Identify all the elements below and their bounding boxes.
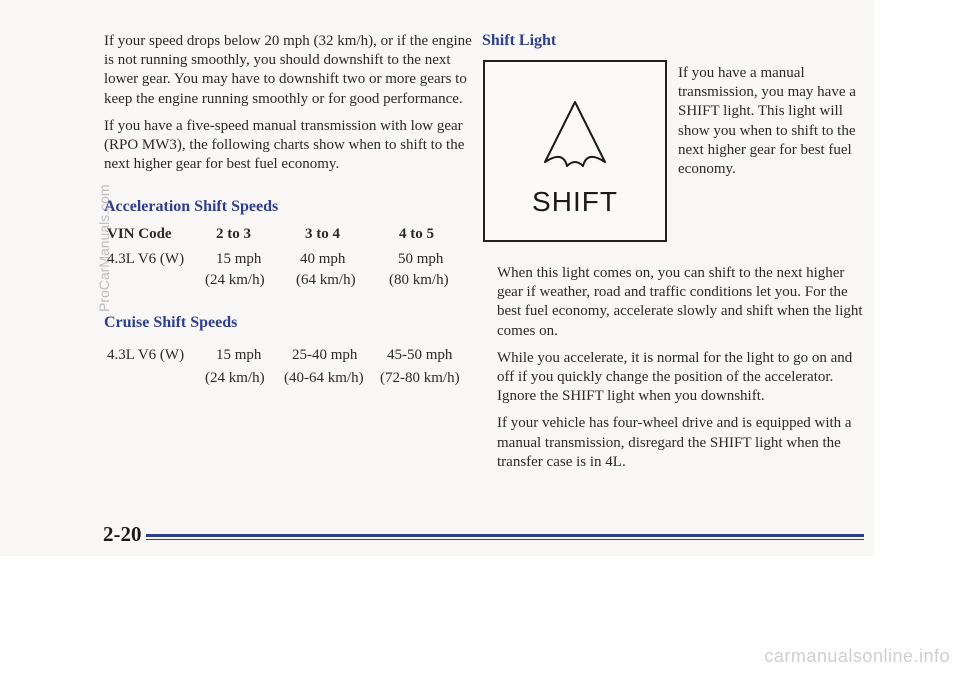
shift-indicator-label: SHIFT xyxy=(532,186,618,217)
header-vin-code: VIN Code xyxy=(107,226,172,242)
cruise-3-4-mph: 25-40 mph xyxy=(292,347,358,363)
cruise-heading: Cruise Shift Speeds xyxy=(104,314,238,331)
accel-3-4-mph: 40 mph xyxy=(300,251,346,267)
accel-vin-code: 4.3L V6 (W) xyxy=(107,251,185,267)
footer-rule-thin xyxy=(146,539,864,540)
cruise-3-4-kmh: (40-64 km/h) xyxy=(284,370,364,386)
shift-light-heading: Shift Light xyxy=(482,32,557,49)
light-comes-on-paragraph: When this light comes on, you can shift to the next higher gear if weather, road and traffic conditions let you. For the best fuel economy, accelerate slowly and shift when the light comes on. xyxy=(497,265,863,339)
cruise-2-3-kmh: (24 km/h) xyxy=(205,370,265,386)
header-2-to-3: 2 to 3 xyxy=(216,226,251,242)
shift-light-indicator xyxy=(483,60,667,242)
header-3-to-4: 3 to 4 xyxy=(305,226,340,242)
acceleration-heading: Acceleration Shift Speeds xyxy=(104,198,279,215)
accelerate-paragraph: While you accelerate, it is normal for the light to go on and off if you quickly change the position of the accelerator. Ignore the SHIFT light when you downshift. xyxy=(497,349,853,405)
four-wheel-drive-paragraph: If your vehicle has four-wheel drive and is equipped with a manual transmission, disregard the SHIFT light when the transfer case is in 4L. xyxy=(497,415,852,470)
downshift-paragraph: If your speed drops below 20 mph (32 km/h), or if the engine is not running smoothly, you should downshift to the next lower gear. You may have to downshift two or more gears to keep the engine running smoothly or for good performance. xyxy=(104,33,472,107)
side-watermark: ProCarManuals.com xyxy=(96,184,112,312)
left-column xyxy=(104,32,472,182)
accel-2-3-kmh: (24 km/h) xyxy=(205,272,265,288)
shift-light-description: If you have a manual transmission, you may have a SHIFT light. This light will show you when to shift to the next higher gear for best fuel economy. xyxy=(678,65,856,178)
accel-4-5-kmh: (80 km/h) xyxy=(389,272,449,288)
accel-4-5-mph: 50 mph xyxy=(398,251,444,267)
page-number: 2-20 xyxy=(103,522,142,546)
shift-arrow-icon xyxy=(485,62,665,182)
accel-2-3-mph: 15 mph xyxy=(216,251,262,267)
right-column-text xyxy=(497,264,873,480)
footer-rule xyxy=(146,534,864,537)
bottom-watermark: carmanualsonline.info xyxy=(764,646,950,666)
accel-3-4-kmh: (64 km/h) xyxy=(296,272,356,288)
cruise-vin-code: 4.3L V6 (W) xyxy=(107,347,185,363)
cruise-2-3-mph: 15 mph xyxy=(216,347,262,363)
cruise-4-5-kmh: (72-80 km/h) xyxy=(380,370,460,386)
header-4-to-5: 4 to 5 xyxy=(399,226,434,242)
cruise-4-5-mph: 45-50 mph xyxy=(387,347,453,363)
five-speed-paragraph: If you have a five-speed manual transmission with low gear (RPO MW3), the following charts show when to shift to the next higher gear for best fuel economy. xyxy=(104,117,465,173)
